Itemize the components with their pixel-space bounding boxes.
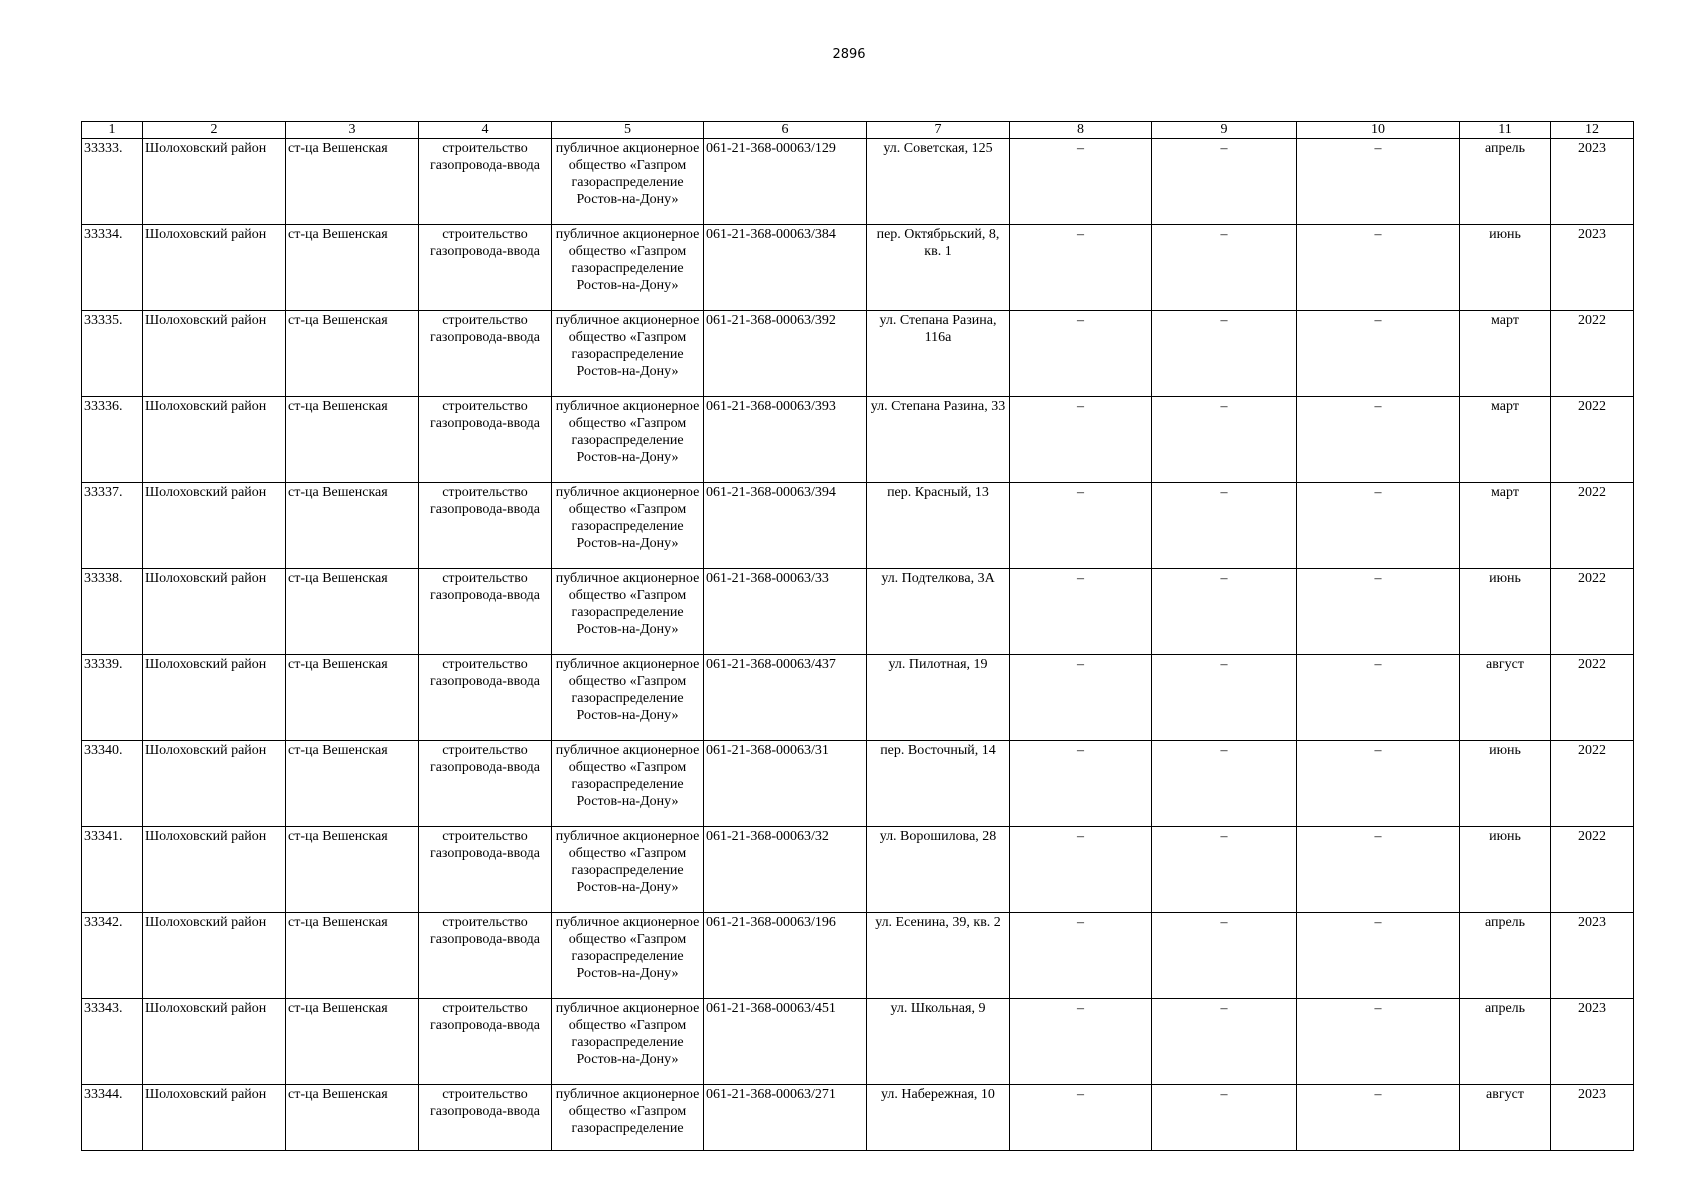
column-header: 5 <box>552 122 704 139</box>
row-number: 33339. <box>82 655 143 741</box>
object-code-cell: 061-21-368-00063/31 <box>704 741 867 827</box>
month-cell: апрель <box>1460 913 1551 999</box>
month-cell: июнь <box>1460 569 1551 655</box>
table-row <box>82 655 1634 741</box>
work-type-cell: строительство газопровода-ввода <box>419 311 552 397</box>
table-row <box>82 397 1634 483</box>
column-8-cell: – <box>1010 225 1152 311</box>
organization-cell: публичное акционерное общество «Газпром газораспределение Ростов-на-Дону» <box>552 483 704 569</box>
row-number: 33334. <box>82 225 143 311</box>
row-number: 33338. <box>82 569 143 655</box>
column-9-cell: – <box>1152 311 1297 397</box>
work-type-cell: строительство газопровода-ввода <box>419 741 552 827</box>
district-cell: Шолоховский район <box>143 1085 286 1151</box>
month-cell: март <box>1460 397 1551 483</box>
settlement-cell: ст-ца Вешенская <box>286 741 419 827</box>
organization-cell: публичное акционерное общество «Газпром газораспределение Ростов-на-Дону» <box>552 569 704 655</box>
row-number: 33341. <box>82 827 143 913</box>
address-cell: ул. Подтелкова, 3А <box>867 569 1010 655</box>
work-type-cell: строительство газопровода-ввода <box>419 655 552 741</box>
district-cell: Шолоховский район <box>143 397 286 483</box>
column-10-cell: – <box>1297 483 1460 569</box>
month-cell: август <box>1460 655 1551 741</box>
district-cell: Шолоховский район <box>143 655 286 741</box>
work-type-cell: строительство газопровода-ввода <box>419 397 552 483</box>
object-code-cell: 061-21-368-00063/393 <box>704 397 867 483</box>
month-cell: август <box>1460 1085 1551 1151</box>
work-type-cell: строительство газопровода-ввода <box>419 225 552 311</box>
column-9-cell: – <box>1152 483 1297 569</box>
column-8-cell: – <box>1010 139 1152 225</box>
column-10-cell: – <box>1297 1085 1460 1151</box>
column-9-cell: – <box>1152 999 1297 1085</box>
table-header <box>82 122 1634 139</box>
column-header: 10 <box>1297 122 1460 139</box>
column-header: 1 <box>82 122 143 139</box>
settlement-cell: ст-ца Вешенская <box>286 139 419 225</box>
column-10-cell: – <box>1297 311 1460 397</box>
organization-cell: публичное акционерное общество «Газпром газораспределение Ростов-на-Дону» <box>552 999 704 1085</box>
row-number: 33342. <box>82 913 143 999</box>
object-code-cell: 061-21-368-00063/451 <box>704 999 867 1085</box>
row-number: 33337. <box>82 483 143 569</box>
work-type-cell: строительство газопровода-ввода <box>419 999 552 1085</box>
organization-cell: публичное акционерное общество «Газпром газораспределение Ростов-на-Дону» <box>552 397 704 483</box>
settlement-cell: ст-ца Вешенская <box>286 999 419 1085</box>
year-cell: 2022 <box>1551 397 1634 483</box>
column-header: 11 <box>1460 122 1551 139</box>
settlement-cell: ст-ца Вешенская <box>286 1085 419 1151</box>
district-cell: Шолоховский район <box>143 569 286 655</box>
object-code-cell: 061-21-368-00063/394 <box>704 483 867 569</box>
district-cell: Шолоховский район <box>143 741 286 827</box>
address-cell: пер. Красный, 13 <box>867 483 1010 569</box>
address-cell: ул. Советская, 125 <box>867 139 1010 225</box>
column-10-cell: – <box>1297 741 1460 827</box>
table-row <box>82 311 1634 397</box>
object-code-cell: 061-21-368-00063/129 <box>704 139 867 225</box>
month-cell: июнь <box>1460 741 1551 827</box>
column-8-cell: – <box>1010 569 1152 655</box>
column-9-cell: – <box>1152 569 1297 655</box>
column-header: 6 <box>704 122 867 139</box>
work-type-cell: строительство газопровода-ввода <box>419 569 552 655</box>
row-number: 33336. <box>82 397 143 483</box>
column-header: 4 <box>419 122 552 139</box>
district-cell: Шолоховский район <box>143 827 286 913</box>
work-type-cell: строительство газопровода-ввода <box>419 827 552 913</box>
month-cell: март <box>1460 311 1551 397</box>
district-cell: Шолоховский район <box>143 999 286 1085</box>
column-10-cell: – <box>1297 827 1460 913</box>
address-cell: ул. Степана Разина, 116а <box>867 311 1010 397</box>
address-cell: ул. Пилотная, 19 <box>867 655 1010 741</box>
column-10-cell: – <box>1297 999 1460 1085</box>
district-cell: Шолоховский район <box>143 913 286 999</box>
table-row <box>82 1085 1634 1151</box>
organization-cell: публичное акционерное общество «Газпром газораспределение Ростов-на-Дону» <box>552 741 704 827</box>
column-8-cell: – <box>1010 311 1152 397</box>
settlement-cell: ст-ца Вешенская <box>286 827 419 913</box>
object-code-cell: 061-21-368-00063/271 <box>704 1085 867 1151</box>
row-number: 33333. <box>82 139 143 225</box>
year-cell: 2022 <box>1551 827 1634 913</box>
column-8-cell: – <box>1010 741 1152 827</box>
year-cell: 2023 <box>1551 1085 1634 1151</box>
column-10-cell: – <box>1297 655 1460 741</box>
column-10-cell: – <box>1297 225 1460 311</box>
column-8-cell: – <box>1010 1085 1152 1151</box>
table-row <box>82 913 1634 999</box>
column-8-cell: – <box>1010 999 1152 1085</box>
column-8-cell: – <box>1010 827 1152 913</box>
column-9-cell: – <box>1152 913 1297 999</box>
work-type-cell: строительство газопровода-ввода <box>419 1085 552 1151</box>
registry-table <box>81 121 1634 1151</box>
column-8-cell: – <box>1010 655 1152 741</box>
table-row <box>82 741 1634 827</box>
column-header: 3 <box>286 122 419 139</box>
address-cell: ул. Степана Разина, 33 <box>867 397 1010 483</box>
row-number: 33340. <box>82 741 143 827</box>
year-cell: 2022 <box>1551 483 1634 569</box>
table-row <box>82 139 1634 225</box>
organization-cell: публичное акционерное общество «Газпром газораспределение Ростов-на-Дону» <box>552 913 704 999</box>
address-cell: пер. Октябрьский, 8, кв. 1 <box>867 225 1010 311</box>
column-header: 8 <box>1010 122 1152 139</box>
address-cell: ул. Есенина, 39, кв. 2 <box>867 913 1010 999</box>
column-8-cell: – <box>1010 397 1152 483</box>
month-cell: март <box>1460 483 1551 569</box>
page-number: 2896 <box>832 47 866 62</box>
district-cell: Шолоховский район <box>143 225 286 311</box>
month-cell: апрель <box>1460 999 1551 1085</box>
year-cell: 2022 <box>1551 741 1634 827</box>
organization-cell: публичное акционерное общество «Газпром газораспределение Ростов-на-Дону» <box>552 827 704 913</box>
column-10-cell: – <box>1297 913 1460 999</box>
column-9-cell: – <box>1152 827 1297 913</box>
table-row <box>82 225 1634 311</box>
settlement-cell: ст-ца Вешенская <box>286 483 419 569</box>
object-code-cell: 061-21-368-00063/384 <box>704 225 867 311</box>
year-cell: 2022 <box>1551 311 1634 397</box>
month-cell: июнь <box>1460 827 1551 913</box>
column-9-cell: – <box>1152 741 1297 827</box>
year-cell: 2022 <box>1551 569 1634 655</box>
table-row <box>82 827 1634 913</box>
column-9-cell: – <box>1152 139 1297 225</box>
year-cell: 2023 <box>1551 139 1634 225</box>
object-code-cell: 061-21-368-00063/33 <box>704 569 867 655</box>
address-cell: ул. Школьная, 9 <box>867 999 1010 1085</box>
column-10-cell: – <box>1297 569 1460 655</box>
column-header: 9 <box>1152 122 1297 139</box>
month-cell: июнь <box>1460 225 1551 311</box>
table-row <box>82 569 1634 655</box>
year-cell: 2023 <box>1551 225 1634 311</box>
table-row <box>82 483 1634 569</box>
settlement-cell: ст-ца Вешенская <box>286 225 419 311</box>
organization-cell: публичное акционерное общество «Газпром газораспределение <box>552 1085 704 1151</box>
district-cell: Шолоховский район <box>143 311 286 397</box>
address-cell: пер. Восточный, 14 <box>867 741 1010 827</box>
object-code-cell: 061-21-368-00063/32 <box>704 827 867 913</box>
work-type-cell: строительство газопровода-ввода <box>419 913 552 999</box>
organization-cell: публичное акционерное общество «Газпром газораспределение Ростов-на-Дону» <box>552 655 704 741</box>
column-8-cell: – <box>1010 483 1152 569</box>
table-body <box>82 139 1634 1151</box>
column-header: 12 <box>1551 122 1634 139</box>
row-number: 33343. <box>82 999 143 1085</box>
settlement-cell: ст-ца Вешенская <box>286 311 419 397</box>
year-cell: 2023 <box>1551 913 1634 999</box>
column-9-cell: – <box>1152 1085 1297 1151</box>
settlement-cell: ст-ца Вешенская <box>286 655 419 741</box>
organization-cell: публичное акционерное общество «Газпром газораспределение Ростов-на-Дону» <box>552 311 704 397</box>
work-type-cell: строительство газопровода-ввода <box>419 483 552 569</box>
object-code-cell: 061-21-368-00063/196 <box>704 913 867 999</box>
table-row <box>82 999 1634 1085</box>
organization-cell: публичное акционерное общество «Газпром газораспределение Ростов-на-Дону» <box>552 225 704 311</box>
column-10-cell: – <box>1297 397 1460 483</box>
year-cell: 2023 <box>1551 999 1634 1085</box>
column-8-cell: – <box>1010 913 1152 999</box>
header-row <box>82 122 1634 139</box>
column-header: 2 <box>143 122 286 139</box>
settlement-cell: ст-ца Вешенская <box>286 397 419 483</box>
year-cell: 2022 <box>1551 655 1634 741</box>
work-type-cell: строительство газопровода-ввода <box>419 139 552 225</box>
column-9-cell: – <box>1152 225 1297 311</box>
organization-cell: публичное акционерное общество «Газпром газораспределение Ростов-на-Дону» <box>552 139 704 225</box>
address-cell: ул. Ворошилова, 28 <box>867 827 1010 913</box>
settlement-cell: ст-ца Вешенская <box>286 569 419 655</box>
settlement-cell: ст-ца Вешенская <box>286 913 419 999</box>
address-cell: ул. Набережная, 10 <box>867 1085 1010 1151</box>
object-code-cell: 061-21-368-00063/437 <box>704 655 867 741</box>
month-cell: апрель <box>1460 139 1551 225</box>
column-header: 7 <box>867 122 1010 139</box>
object-code-cell: 061-21-368-00063/392 <box>704 311 867 397</box>
column-9-cell: – <box>1152 397 1297 483</box>
row-number: 33344. <box>82 1085 143 1151</box>
district-cell: Шолоховский район <box>143 139 286 225</box>
column-10-cell: – <box>1297 139 1460 225</box>
district-cell: Шолоховский район <box>143 483 286 569</box>
column-9-cell: – <box>1152 655 1297 741</box>
row-number: 33335. <box>82 311 143 397</box>
